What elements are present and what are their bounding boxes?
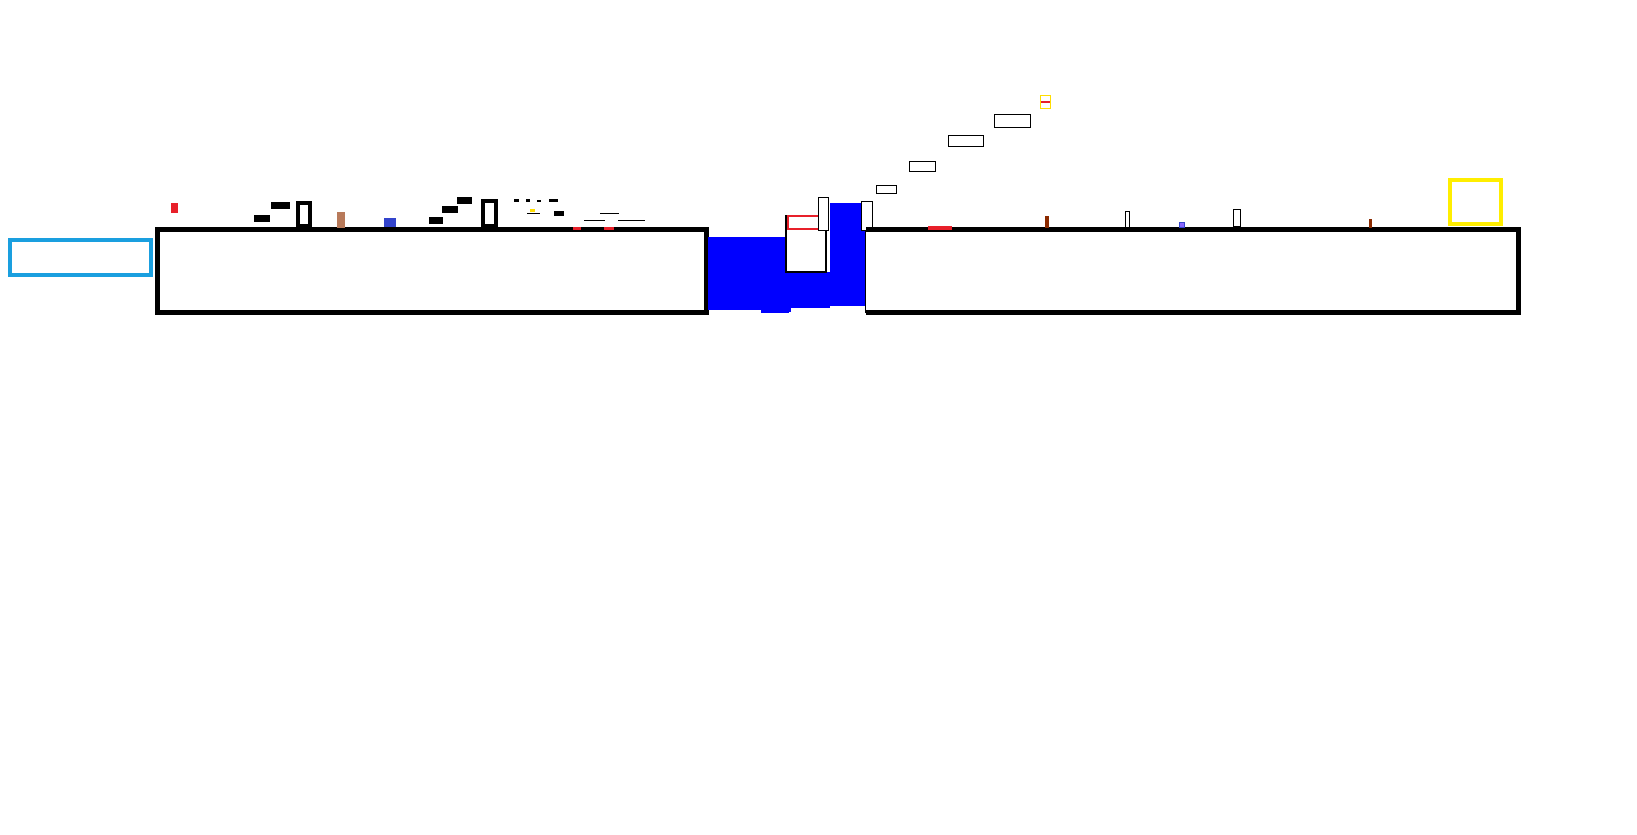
goal-zone — [1448, 178, 1503, 226]
hazard-spikes-1 — [573, 227, 581, 230]
dash-block-1 — [514, 199, 519, 202]
thin-ledge-3 — [584, 220, 605, 221]
thin-ledge-2 — [600, 213, 619, 214]
water-pool-lower — [761, 270, 791, 312]
hazard-marker — [171, 203, 178, 213]
purple-gem — [1179, 222, 1185, 228]
collectible-key-bar — [1041, 101, 1050, 103]
ground-block-right — [866, 227, 1521, 315]
dash-block-3 — [537, 200, 541, 202]
ground-block-left — [155, 227, 709, 315]
post-1 — [1125, 211, 1130, 228]
water-pool-right — [788, 272, 830, 308]
post-2 — [1233, 209, 1241, 227]
water-floor-edge — [761, 309, 789, 313]
spawn-zone — [8, 238, 153, 277]
step-platform-4 — [442, 206, 458, 213]
step-platform-3 — [429, 217, 443, 224]
pole-1 — [1045, 216, 1049, 228]
thin-ledge-1 — [527, 213, 540, 214]
floating-platform-3 — [948, 135, 984, 147]
water-pillar-1 — [818, 197, 829, 231]
floating-platform-4 — [994, 114, 1031, 128]
arch-pillar-1 — [296, 201, 312, 228]
pole-2 — [1369, 219, 1372, 228]
dash-block-4 — [549, 199, 558, 202]
hazard-spikes-2 — [604, 227, 614, 230]
floating-platform-1 — [876, 185, 897, 194]
submerged-box — [785, 225, 827, 273]
hazard-spikes-3 — [928, 226, 952, 230]
blue-block — [384, 218, 396, 227]
crate — [337, 212, 345, 228]
thin-ledge-4 — [618, 220, 645, 221]
step-platform-5 — [457, 197, 472, 204]
red-hazard-frame — [787, 215, 820, 230]
collectible-coin — [530, 209, 535, 212]
step-platform-1 — [254, 215, 270, 222]
step-platform-2 — [271, 202, 290, 209]
small-block — [554, 211, 564, 216]
submerged-box-post — [785, 215, 787, 227]
dash-block-2 — [526, 199, 530, 202]
arch-pillar-2 — [481, 199, 498, 228]
floating-platform-2 — [909, 161, 936, 172]
